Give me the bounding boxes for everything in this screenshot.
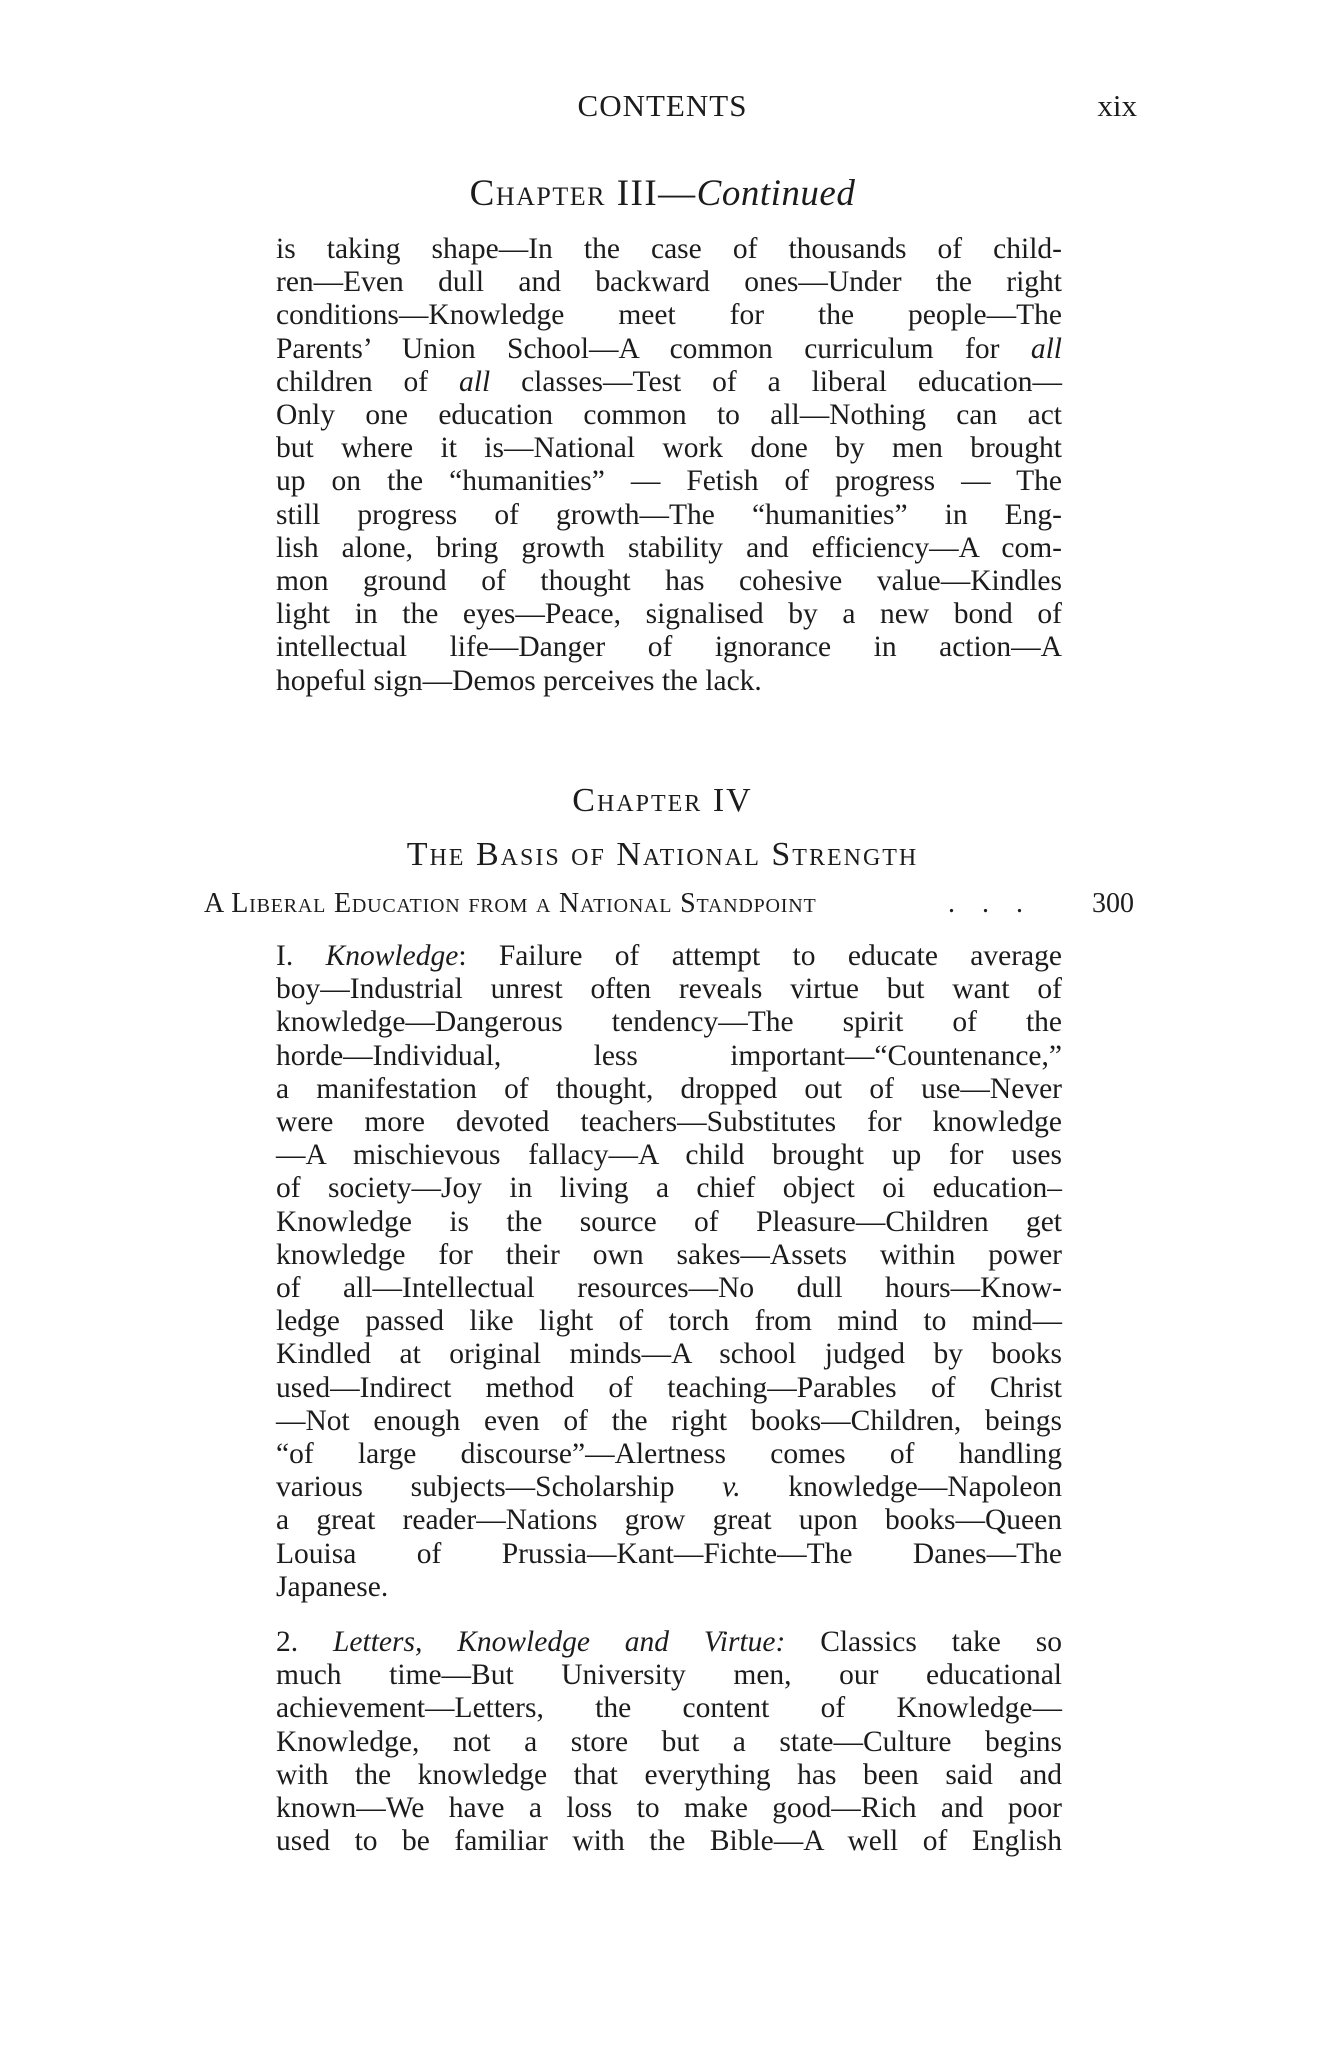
section-line: Louisa of Prussia—Kant—Fichte—The Danes—The — [276, 1537, 1062, 1570]
colon: : — [458, 940, 467, 972]
summary-line: conditions—Knowledge meet for the people—The — [276, 299, 1062, 332]
summary-line: but where it is—National work done by men brought — [276, 432, 1062, 465]
section-line: ledge passed like light of torch from mind to mind— — [276, 1305, 1062, 1338]
toc-entry-page: 300 — [1092, 888, 1134, 919]
chapter-3-label: Chapter III— — [469, 173, 697, 214]
section-line: knowledge—Dangerous tendency—The spirit of the — [276, 1006, 1062, 1039]
summary-line: intellectual life—Danger of ignorance in action—A — [276, 631, 1062, 664]
section-line: Japanese. — [276, 1570, 389, 1603]
summary-line: hopeful sign—Demos perceives the lack. — [276, 664, 762, 697]
section-text: Classics take so — [785, 1626, 1062, 1658]
section-line: “of large discourse”—Alertness comes of handling — [276, 1438, 1062, 1471]
section-line: achievement—Letters, the content of Knowledge— — [276, 1692, 1062, 1725]
section-line: horde—Individual, less important—“Countenance,” — [276, 1039, 1062, 1072]
section-text: knowledge—Napoleon — [740, 1471, 1063, 1504]
section-line: Knowledge is the source of Pleasure—Children get — [276, 1205, 1062, 1238]
toc-entry[interactable] — [204, 888, 1134, 928]
section-1-knowledge — [276, 940, 1062, 1604]
section-line: a manifestation of thought, dropped out of use—Never — [276, 1072, 1062, 1105]
section-line: much time—But University men, our educational — [276, 1659, 1062, 1692]
section-heading: Knowledge — [325, 940, 459, 972]
summary-line: up on the “humanities” — Fetish of progress — The — [276, 465, 1062, 498]
summary-line: still progress of growth—The “humanities” in Eng- — [276, 498, 1062, 531]
section-line: a great reader—Nations grow great upon books—Queen — [276, 1504, 1062, 1537]
summary-line: mon ground of thought has cohesive value—Kindles — [276, 565, 1062, 598]
toc-entry-title: A Liberal Education from a National Standpoint — [204, 888, 817, 919]
section-text: Failure of attempt to educate average — [466, 940, 1062, 972]
continued-label: Continued — [696, 173, 856, 214]
chapter-3-continued-heading — [0, 172, 1325, 215]
summary-line: Parents’ Union School—A common curriculum for all — [276, 332, 1062, 365]
section-line: boy—Industrial unrest often reveals virtue but want of — [276, 973, 1062, 1006]
toc-leader-dots: . . . — [948, 888, 1033, 919]
chapter-4-label: Chapter IV — [572, 782, 753, 819]
section-heading: Letters, Knowledge and Virtue: — [333, 1626, 786, 1658]
section-line: were more devoted teachers—Substitutes for knowledge — [276, 1106, 1062, 1139]
summary-line: Only one education common to all—Nothing can act — [276, 399, 1062, 432]
summary-line: children of all classes—Test of a liberal education— — [276, 365, 1062, 398]
section-line: knowledge for their own sakes—Assets within power — [276, 1238, 1062, 1271]
summary-line: light in the eyes—Peace, signalised by a new bond of — [276, 598, 1062, 631]
summary-line: lish alone, bring growth stability and efficiency—A com- — [276, 531, 1062, 564]
chapter-3-summary — [276, 233, 1062, 698]
versus-abbrev: v. — [722, 1471, 741, 1504]
section-line: used—Indirect method of teaching—Parables of Christ — [276, 1371, 1062, 1404]
section-line: —Not enough even of the right books—Children, beings — [276, 1404, 1062, 1437]
section-line: of all—Intellectual resources—No dull hours—Know- — [276, 1272, 1062, 1305]
summary-line: ren—Even dull and backward ones—Under the right — [276, 266, 1062, 299]
section-number: 2. — [276, 1626, 333, 1658]
section-line — [276, 1471, 1062, 1504]
section-line — [276, 940, 1062, 973]
section-line: with the knowledge that everything has been said and — [276, 1758, 1062, 1791]
chapter-4-title: The Basis of National Strength — [406, 836, 919, 873]
section-line: Kindled at original minds—A school judged by books — [276, 1338, 1062, 1371]
section-line: used to be familiar with the Bible—A well of English — [276, 1825, 1062, 1858]
summary-line: is taking shape—In the case of thousands of child- — [276, 233, 1062, 265]
section-line: —A mischievous fallacy—A child brought up for uses — [276, 1139, 1062, 1172]
section-number: I. — [276, 940, 326, 972]
section-line: of society—Joy in living a chief object oi education– — [276, 1172, 1062, 1205]
section-line — [276, 1626, 1062, 1659]
section-text: various subjects—Scholarship — [276, 1471, 675, 1504]
section-line: known—We have a loss to make good—Rich and poor — [276, 1792, 1062, 1825]
page-number: xix — [1097, 88, 1137, 123]
running-head-title: CONTENTS — [577, 88, 748, 123]
section-line: Knowledge, not a store but a state—Culture begins — [276, 1725, 1062, 1758]
running-head — [0, 88, 1325, 128]
section-2-letters — [276, 1626, 1062, 1858]
